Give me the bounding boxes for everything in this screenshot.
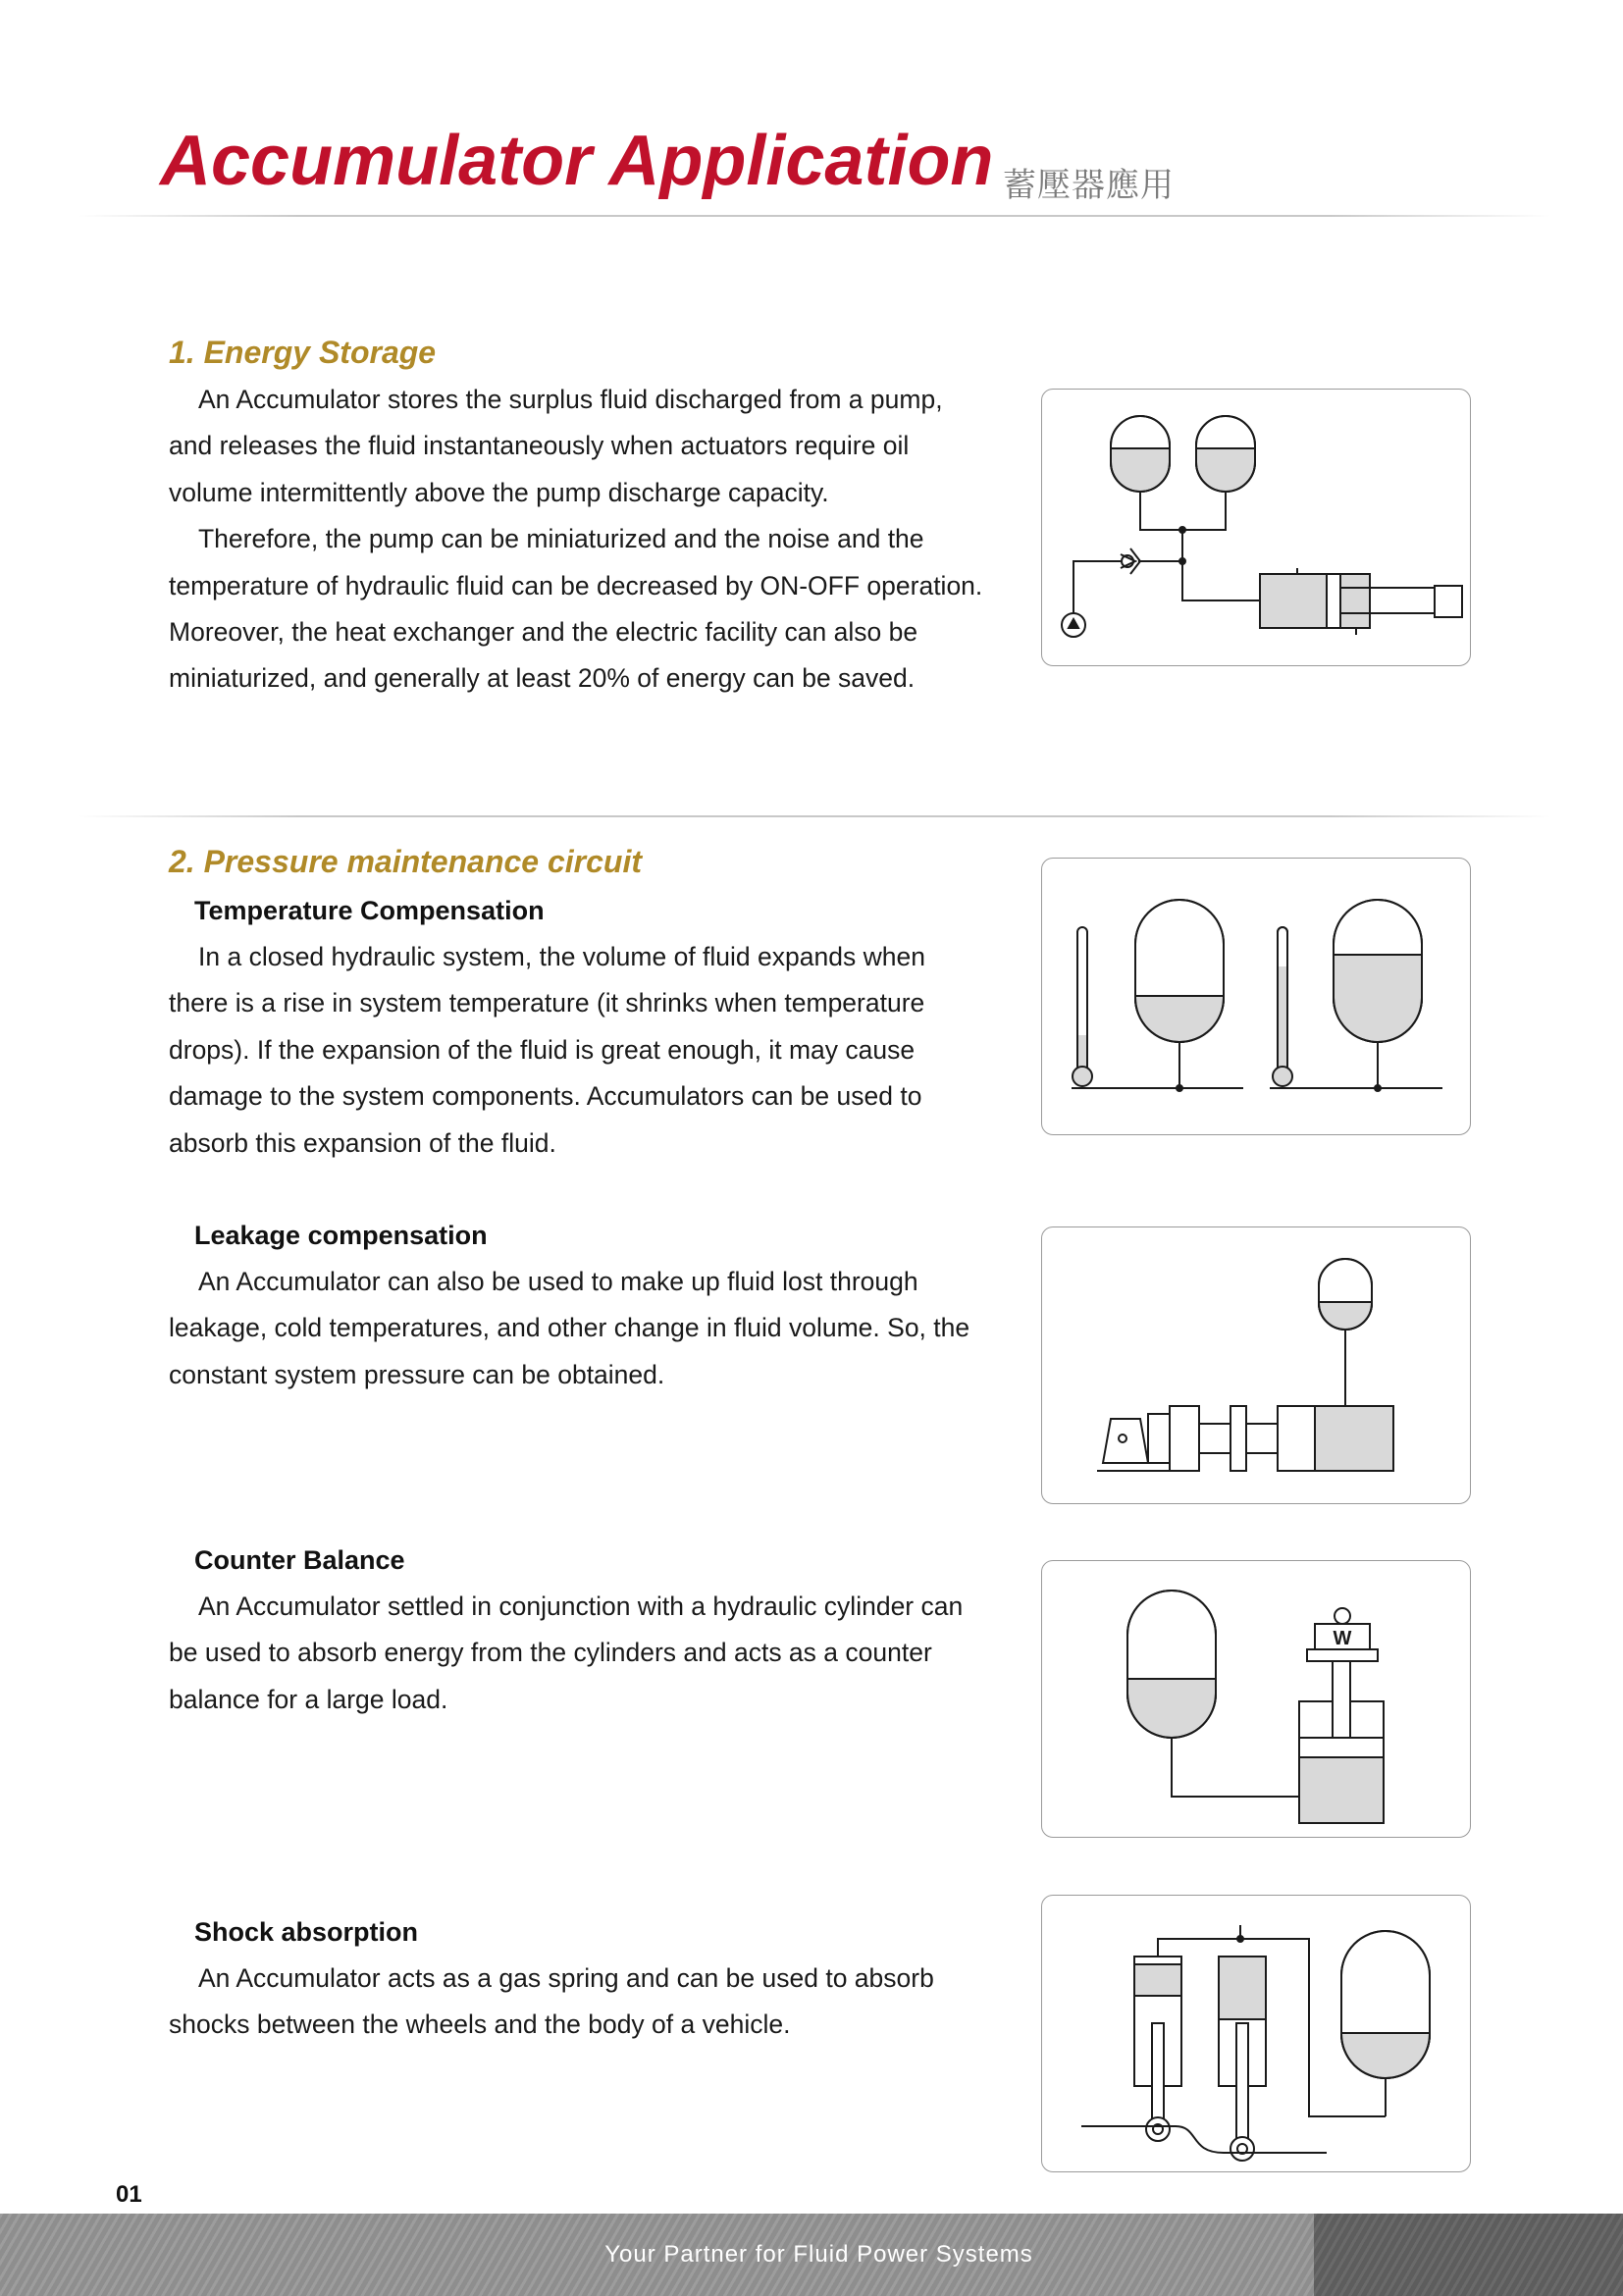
subsection-title-leakage-compensation: Leakage compensation (194, 1221, 488, 1250)
energy-storage-paragraph-2: Therefore, the pump can be miniaturized and the noise and the temperature of hydraulic fluid can be decreased by ON-OFF operation. Moreover, the heat exchanger and the electric facility can also be miniaturized, and generally at least 20% of energy can be saved. (169, 524, 983, 694)
temperature-compensation-text (169, 934, 983, 1167)
subsection-title-counter-balance: Counter Balance (194, 1545, 405, 1575)
page-subtitle-chinese: 蓄壓器應用 (1003, 167, 1175, 204)
footer-banner (0, 2214, 1623, 2296)
accumulator-symbol (1196, 416, 1255, 492)
header-divider (79, 215, 1550, 217)
shock-absorber-right (1219, 1957, 1266, 2161)
page-number: 01 (116, 2181, 142, 2208)
counter-balance-text (169, 1584, 983, 1723)
shock-absorption-diagram (1041, 1895, 1471, 2172)
energy-storage-text (169, 377, 983, 703)
accumulator-symbol (1111, 416, 1170, 492)
section-title-pressure-maintenance: 2. Pressure maintenance circuit (169, 844, 642, 879)
temperature-compensation-paragraph: In a closed hydraulic system, the volume of fluid expands when there is a rise in system temperature (it shrinks when temperature drops). If the expansion of the fluid is great enough, it may cause damage to the system components. Accumulators can be used to absorb this expansion of the fluid. (169, 942, 925, 1158)
leakage-compensation-text (169, 1259, 983, 1398)
section-title-energy-storage: 1. Energy Storage (169, 335, 437, 370)
leakage-compensation-paragraph: An Accumulator can also be used to make up fluid lost through leakage, cold temperatures, and other change in fluid volume. So, the constant system pressure can be obtained. (169, 1267, 970, 1389)
weight-label: W (1333, 1628, 1352, 1649)
thermometer-icon (1073, 927, 1092, 1086)
subsection-title-shock-absorption: Shock absorption (194, 1917, 419, 1947)
shock-absorption-paragraph: An Accumulator acts as a gas spring and can be used to absorb shocks between the wheels and the body of a vehicle. (169, 1963, 934, 2040)
footer-tagline: Your Partner for Fluid Power Systems (604, 2241, 1033, 2268)
shock-absorber-left (1134, 1957, 1181, 2141)
subsection-title-temperature-compensation: Temperature Compensation (194, 896, 545, 925)
counter-balance-diagram (1041, 1560, 1471, 1838)
shock-absorption-text (169, 1956, 983, 2049)
leakage-compensation-diagram (1041, 1226, 1471, 1504)
section-divider (79, 815, 1550, 817)
energy-storage-paragraph-1: An Accumulator stores the surplus fluid discharged from a pump, and releases the fluid instantaneously when actuators require oil volume intermittently above the pump discharge capacity. (169, 385, 943, 507)
page-title: Accumulator Application (160, 122, 994, 200)
thermometer-icon (1273, 927, 1292, 1086)
counter-balance-paragraph: An Accumulator settled in conjunction with a hydraulic cylinder can be used to absorb energy from the cylinders and acts as a counter balance for a large load. (169, 1592, 964, 1714)
energy-storage-diagram (1041, 389, 1471, 666)
temperature-compensation-diagram (1041, 858, 1471, 1135)
